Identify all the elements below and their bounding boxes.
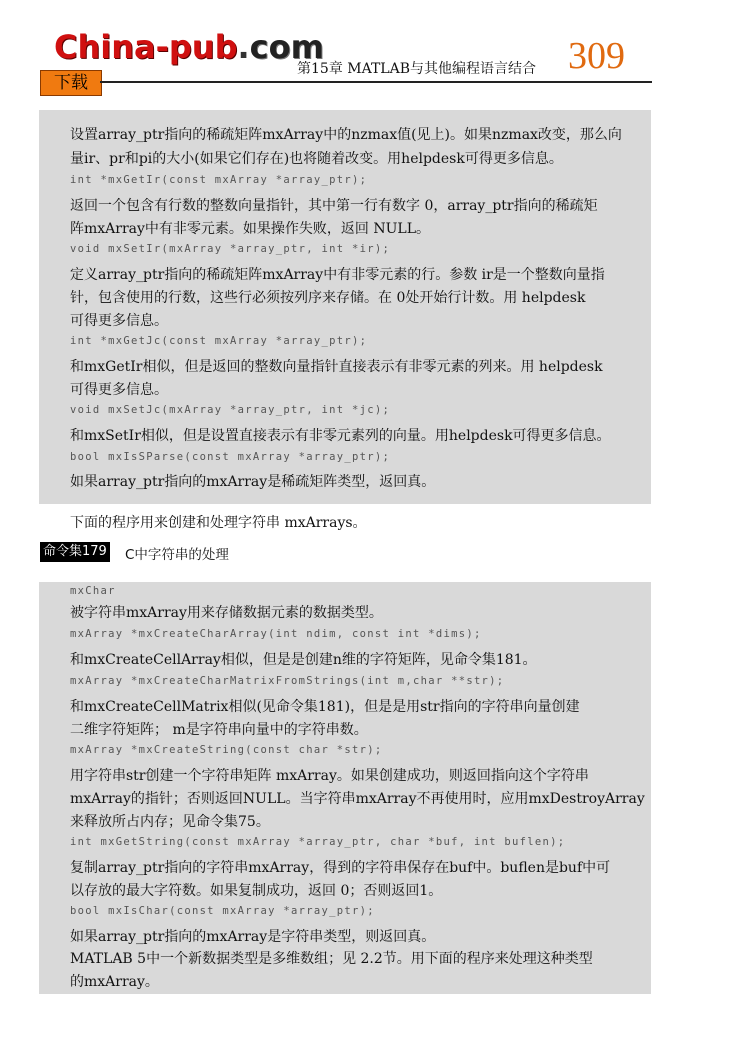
block2-code: bool mxIsChar(const mxArray *array_ptr); xyxy=(70,905,375,917)
block2-code: mxArray *mxCreateCharMatrixFromStrings(int m,char **str); xyxy=(70,675,505,687)
block1-code: int *mxGetJc(const mxArray *array_ptr); xyxy=(70,335,368,347)
block2-line: 和mxCreateCellMatrix相似(见命令集181)，但是是用str指向的字符串向量创建 xyxy=(70,699,580,715)
block1-line: 可得更多信息。 xyxy=(70,382,168,398)
page-header xyxy=(0,0,753,110)
block2-code: int mxGetString(const mxArray *array_ptr, char *buf, int buflen); xyxy=(70,836,566,848)
logo-dot: . xyxy=(237,28,250,66)
command-set-title: C中字符串的处理 xyxy=(125,547,229,563)
block2-line: MATLAB 5中一个新数据类型是多维数组；见 2.2节。用下面的程序来处理这种类型 xyxy=(70,951,593,967)
block1-line: 和mxSetIr相似，但是设置直接表示有非零元素列的向量。用helpdesk可得更多信息。 xyxy=(70,428,611,444)
china-pub-logo[interactable] xyxy=(54,28,324,66)
block2-code: mxChar xyxy=(70,585,116,597)
page-number: 309 xyxy=(568,35,625,77)
block2-code: mxArray *mxCreateCharArray(int ndim, const int *dims); xyxy=(70,628,482,640)
block1-line: 量ir、pr和pi的大小(如果它们存在)也将随着改变。用helpdesk可得更多信息。 xyxy=(70,151,563,167)
block2-line: 和mxCreateCellArray相似，但是是创建n维的字符矩阵，见命令集181。 xyxy=(70,652,537,668)
api-description-block-strings xyxy=(39,582,651,994)
block2-line: 被字符串mxArray用来存储数据元素的数据类型。 xyxy=(70,605,383,621)
block2-line: 来释放所占内存；见命令集75。 xyxy=(70,814,270,830)
block2-line: 的mxArray。 xyxy=(70,974,159,990)
block1-code: void mxSetJc(mxArray *array_ptr, int *jc); xyxy=(70,404,391,416)
block2-line: mxArray的指针；否则返回NULL。当字符串mxArray不再使用时，应用mxDestroyArray xyxy=(70,791,645,807)
block1-line: 如果array_ptr指向的mxArray是稀疏矩阵类型，返回真。 xyxy=(70,474,436,490)
block2-line: 如果array_ptr指向的mxArray是字符串类型，则返回真。 xyxy=(70,929,436,945)
block1-line: 可得更多信息。 xyxy=(70,313,168,329)
body-paragraph: 下面的程序用来创建和处理字符串 mxArrays。 xyxy=(70,515,367,531)
block1-line: 针，包含使用的行数，这些行必须按列序来存储。在 0处开始行计数。用 helpdesk xyxy=(70,290,586,306)
block2-line: 用字符串str创建一个字符串矩阵 mxArray。如果创建成功，则返回指向这个字符串 xyxy=(70,768,589,784)
block2-line: 复制array_ptr指向的字符串mxArray，得到的字符串保存在buf中。buflen是buf中可 xyxy=(70,860,611,876)
header-divider xyxy=(100,81,652,83)
block1-line: 和mxGetIr相似，但是返回的整数向量指针直接表示有非零元素的列来。用 helpdesk xyxy=(70,359,603,375)
block1-line: 定义array_ptr指向的稀疏矩阵mxArray中有非零元素的行。参数 ir是一个整数向量指 xyxy=(70,267,605,283)
block1-line: 设置array_ptr指向的稀疏矩阵mxArray中的nzmax值(见上)。如果nzmax改变，那么向 xyxy=(70,127,622,143)
block2-line: 二维字符矩阵； m是字符串向量中的字符串数。 xyxy=(70,722,368,738)
logo-com: com xyxy=(249,28,324,66)
block1-code: int *mxGetIr(const mxArray *array_ptr); xyxy=(70,174,368,186)
chapter-title: 第15章 MATLAB与其他编程语言结合 xyxy=(297,61,536,77)
api-description-block-sparse xyxy=(39,110,651,504)
block1-code: bool mxIsSParse(const mxArray *array_ptr); xyxy=(70,451,391,463)
block1-line: 返回一个包含有行数的整数向量指针，其中第一行有数字 0，array_ptr指向的稀疏矩 xyxy=(70,198,598,214)
block2-line: 以存放的最大字符数。如果复制成功，返回 0；否则返回1。 xyxy=(70,883,443,899)
block1-code: void mxSetIr(mxArray *array_ptr, int *ir); xyxy=(70,243,391,255)
command-set-badge: 命令集179 xyxy=(40,542,110,562)
logo-main: China-pub xyxy=(54,28,238,66)
block2-code: mxArray *mxCreateString(const char *str); xyxy=(70,744,383,756)
block1-line: 阵mxArray中有非零元素。如果操作失败，返回 NULL。 xyxy=(70,221,431,237)
download-tag[interactable]: 下载 xyxy=(40,70,102,96)
